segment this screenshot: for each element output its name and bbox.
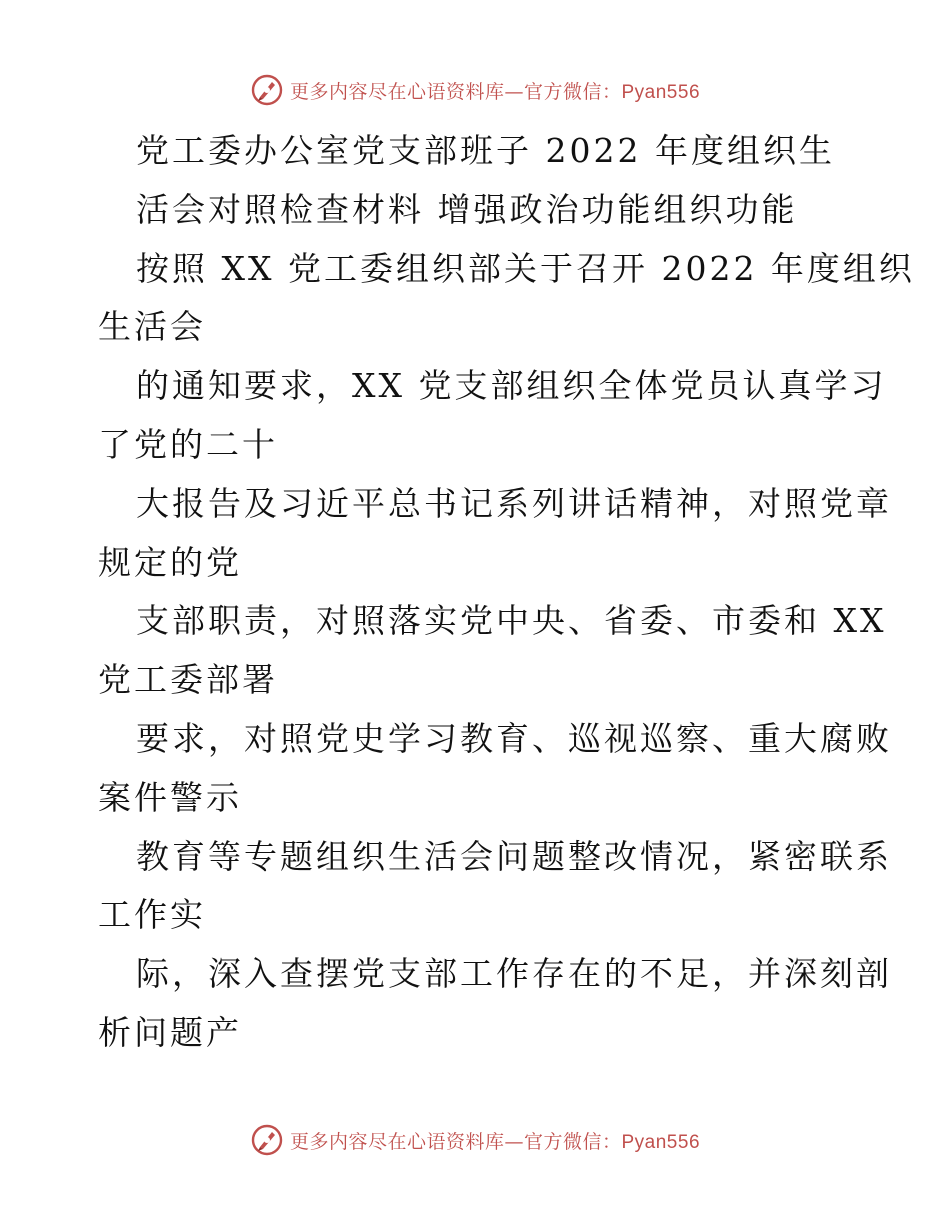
watermark-separator: — xyxy=(504,80,524,103)
document-line: 规定的党 xyxy=(98,542,242,582)
document-line: 际，深入查摆党支部工作存在的不足，并深刻剖 xyxy=(136,954,892,994)
document-line: 案件警示 xyxy=(98,777,242,817)
document-line: 的通知要求，XX 党支部组织全体党员认真学习 xyxy=(136,366,887,406)
pen-logo-icon xyxy=(250,73,284,107)
footer-watermark xyxy=(0,1120,950,1160)
watermark-text: 更多内容尽在心语资料库 xyxy=(289,80,505,103)
document-line: 工作实 xyxy=(98,895,206,935)
document-line: 党工委部署 xyxy=(98,660,278,700)
document-line: 支部职责，对照落实党中央、省委、市委和 XX xyxy=(136,601,887,641)
document-line: 活会对照检查材料 增强政治功能组织功能 xyxy=(136,189,798,229)
document-line: 按照 XX 党工委组织部关于召开 2022 年度组织 xyxy=(136,248,915,288)
watermark-suffix-label: 官方微信： xyxy=(523,1130,622,1153)
document-line: 大报告及习近平总书记系列讲话精神，对照党章 xyxy=(136,483,892,523)
document-line: 党工委办公室党支部班子 2022 年度组织生 xyxy=(136,131,835,170)
header-watermark xyxy=(0,70,950,110)
document-line: 生活会 xyxy=(98,307,206,347)
pen-logo-icon xyxy=(250,1123,284,1157)
document-line: 了党的二十 xyxy=(98,424,278,464)
watermark-text: 更多内容尽在心语资料库 xyxy=(289,1130,505,1153)
document-line: 要求，对照党史学习教育、巡视巡察、重大腐败 xyxy=(136,718,892,758)
document-line: 析问题产 xyxy=(98,1012,242,1052)
watermark-separator: — xyxy=(504,1130,524,1153)
document-body xyxy=(98,122,915,1063)
watermark-suffix-label: 官方微信： xyxy=(523,80,622,103)
document-line: 教育等专题组织生活会问题整改情况，紧密联系 xyxy=(136,836,892,876)
watermark-wechat-id: Pyan556 xyxy=(621,1131,701,1153)
watermark-wechat-id: Pyan556 xyxy=(621,81,701,103)
